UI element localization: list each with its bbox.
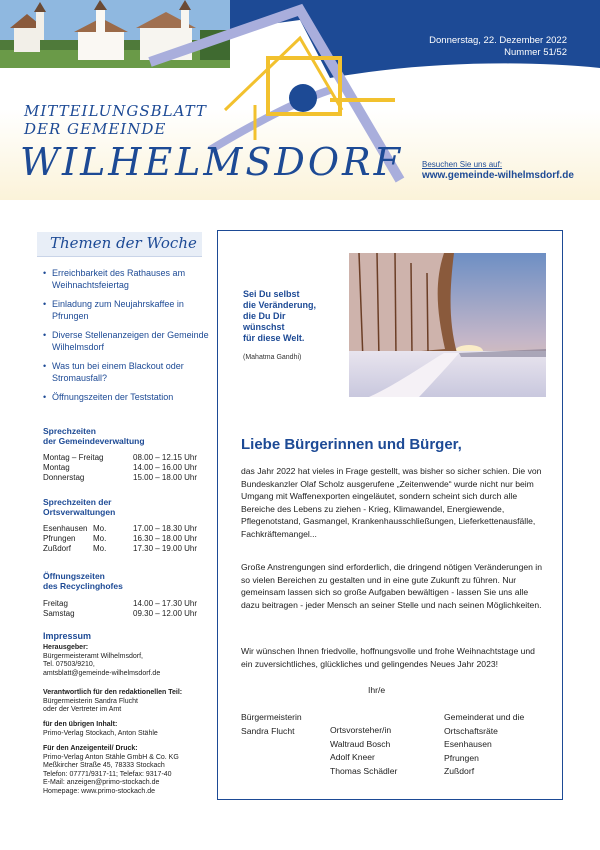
hours-time: 16.30 – 18.00 Uhr (133, 534, 198, 543)
signature-line: Zußdorf (444, 766, 475, 776)
hours-day: Montag (43, 463, 70, 472)
signature-line: Bürgermeisterin (241, 712, 302, 722)
hours-day: Donnerstag (43, 473, 85, 482)
website-link[interactable]: www.gemeinde-wilhelmsdorf.de (422, 170, 574, 181)
signature-line: Thomas Schädler (330, 765, 398, 776)
table-row (43, 524, 203, 534)
quote-line: die Veränderung, (243, 300, 317, 310)
quote-line: die Du Dir (243, 311, 286, 321)
quote-line: für diese Welt. (243, 333, 305, 343)
hours-day: Mo. (93, 534, 107, 543)
topic-item: • Diverse Stellenanzeigen der Gemeinde Wilhelmsdorf (43, 329, 213, 353)
impressum-label: für den übrigen Inhalt: (43, 721, 118, 728)
impressum-other (43, 721, 218, 738)
impressum-line: Homepage: www.primo-stockach.de (43, 787, 156, 795)
hours-place: Zußdorf (43, 544, 72, 553)
hours-time: 17.30 – 19.00 Uhr (133, 544, 198, 553)
signature-line: Adolf Kneer (330, 752, 375, 762)
signature-line: Esenhausen (444, 739, 492, 749)
themen-title: Themen der Woche (50, 234, 197, 252)
office-hours-table (43, 453, 203, 483)
impressum-editorial (43, 689, 218, 715)
issue-number: Nummer 51/52 (504, 47, 567, 58)
impressum-line: Primo-Verlag Anton Stähle GmbH & Co. KG (43, 753, 179, 761)
table-row (43, 534, 203, 544)
recycling-title-line1: Öffnungszeiten (43, 571, 105, 581)
local-office-hours-title (43, 497, 115, 517)
hours-day: Mo. (93, 524, 107, 533)
masthead-title-line1: MITTEILUNGSBLATT (24, 102, 207, 120)
hours-place: Pfrungen (43, 534, 76, 543)
impressum-ads (43, 745, 218, 796)
blue-sun-circle (289, 84, 317, 112)
impressum-title: Impressum (43, 631, 92, 641)
hours-place: Esenhausen (43, 524, 88, 533)
office-hours-title-line2: der Gemeindeverwaltung (43, 436, 145, 446)
impressum-publisher (43, 644, 218, 678)
letter-heading: Liebe Bürgerinnen und Bürger, (241, 436, 462, 453)
topic-item: • Erreichbarkeit des Rathauses am Weihnachtsfeiertag (43, 267, 213, 291)
hours-time: 08.00 – 12.15 Uhr (133, 453, 198, 462)
office-hours-title-line1: Sprechzeiten (43, 426, 96, 436)
signature-councils (444, 711, 524, 779)
topic-item: • Einladung zum Neujahrskaffee in Pfrungen (43, 298, 213, 322)
hours-day: Mo. (93, 544, 107, 553)
impressum-line: Bürgermeisterin Sandra Flucht (43, 697, 138, 705)
table-row (43, 544, 203, 554)
topic-item: • Öffnungszeiten der Teststation (43, 391, 213, 403)
hours-day: Montag – Freitag (43, 453, 104, 462)
table-row (43, 609, 203, 619)
signature-line: Pfrungen (444, 752, 479, 763)
signature-line: Waltraud Bosch (330, 738, 391, 749)
hours-time: 15.00 – 18.00 Uhr (133, 473, 198, 482)
impressum-line: oder der Vertreter im Amt (43, 706, 122, 713)
local-office-hours-title-line2: Ortsverwaltungen (43, 507, 116, 517)
masthead-title-main: WILHELMSDORF (20, 140, 403, 184)
impressum-label: Herausgeber: (43, 644, 89, 651)
letter-paragraph-2: Große Anstrengungen sind erforderlich, die dringend nötigen Veränderungen in so vielen Bereichen zu gestalten und in eine gute Zukunft zu führen. Nur gemeinsam lassen sich so große Aufgaben bewältigen - lassen Sie uns alle dazu beitragen - jeder Mensch an seiner Stelle und nach seinen Möglichkeiten. (241, 562, 542, 610)
hours-time: 09.30 – 12.00 Uhr (133, 609, 198, 618)
topic-item: • Was tun bei einem Blackout oder Stromausfall? (43, 360, 213, 384)
table-row (43, 473, 203, 483)
local-office-hours-title-line1: Sprechzeiten der (43, 497, 112, 507)
impressum-line: Telefon: 07771/9317-11; Telefax: 9317-40 (43, 770, 172, 778)
recycling-hours-title (43, 571, 123, 591)
recycling-hours-table (43, 599, 203, 619)
gandhi-quote (243, 289, 316, 344)
table-row (43, 463, 203, 473)
hours-time: 14.00 – 16.00 Uhr (133, 463, 198, 472)
closing-ihre: Ihr/e (368, 685, 386, 695)
quote-line: Sei Du selbst (243, 289, 300, 299)
signature-local-heads (330, 724, 397, 778)
signature-mayor (241, 711, 302, 738)
winter-landscape-photo (349, 253, 546, 397)
impressum-line: Bürgermeisteramt Wilhelmsdorf, (43, 652, 143, 660)
impressum-line: E-Mail: anzeigen@primo-stockach.de (43, 779, 160, 786)
impressum-line: Primo-Verlag Stockach, Anton Stähle (43, 729, 158, 737)
table-row (43, 453, 203, 463)
table-row (43, 599, 203, 609)
issue-date: Donnerstag, 22. Dezember 2022 (429, 35, 567, 46)
hours-time: 17.00 – 18.30 Uhr (133, 524, 198, 533)
impressum-line: amtsblatt@gemeinde-wilhelmsdorf.de (43, 669, 161, 677)
impressum-label: Verantwortlich für den redaktionellen Teil: (43, 689, 183, 696)
signature-line: Ortsvorsteher/in (330, 725, 392, 735)
masthead (0, 0, 600, 200)
letter-paragraph-3: Wir wünschen Ihnen friedvolle, hoffnungsvolle und frohe Weihnachtstage und ein zuversichtliches, glückliches und gelingendes Neues Jahr 2023! (241, 646, 535, 669)
recycling-title-line2: des Recyclinghofes (43, 581, 123, 591)
signature-line: Gemeinderat und die (444, 712, 525, 722)
signature-line: Ortschaftsräte (444, 725, 498, 736)
quote-author: (Mahatma Gandhi) (243, 354, 302, 361)
letter-paragraph-1: das Jahr 2022 hat vieles in Frage gestellt, was bisher so sicher schien. Die von Bundeskanzler Olaf Scholz ausgerufene „Zeitenwende“ wurde nicht nur beim Umgang mit Waffenexporten eingeläutet, sondern scheint sich durch alle Bereiche des Lebens zu ziehen - Krieg, Klimawandel, Energiewende, Pflegenotstand, Gasmangel, Krankenhausschließungen, Lieferkettenausfälle, Fachkräftemangel... (241, 466, 542, 539)
impressum-label: Für den Anzeigenteil/ Druck: (43, 745, 138, 752)
visit-label: Besuchen Sie uns auf: (422, 160, 503, 169)
issue-date-block (429, 35, 567, 59)
office-hours-title (43, 426, 145, 446)
topics-list (43, 267, 213, 410)
hours-day: Samstag (43, 609, 75, 618)
church-photo (0, 0, 230, 68)
hours-time: 14.00 – 17.30 Uhr (133, 599, 198, 608)
masthead-title-line2: DER GEMEINDE (24, 120, 167, 138)
quote-line: wünschst (243, 322, 285, 332)
signature-line: Sandra Flucht (241, 725, 295, 736)
impressum-line: Tel. 07503/9210, (43, 661, 95, 668)
hours-day: Freitag (43, 599, 68, 608)
local-office-hours-table (43, 524, 203, 554)
impressum-line: Meßkircher Straße 45, 78333 Stockach (43, 762, 165, 769)
